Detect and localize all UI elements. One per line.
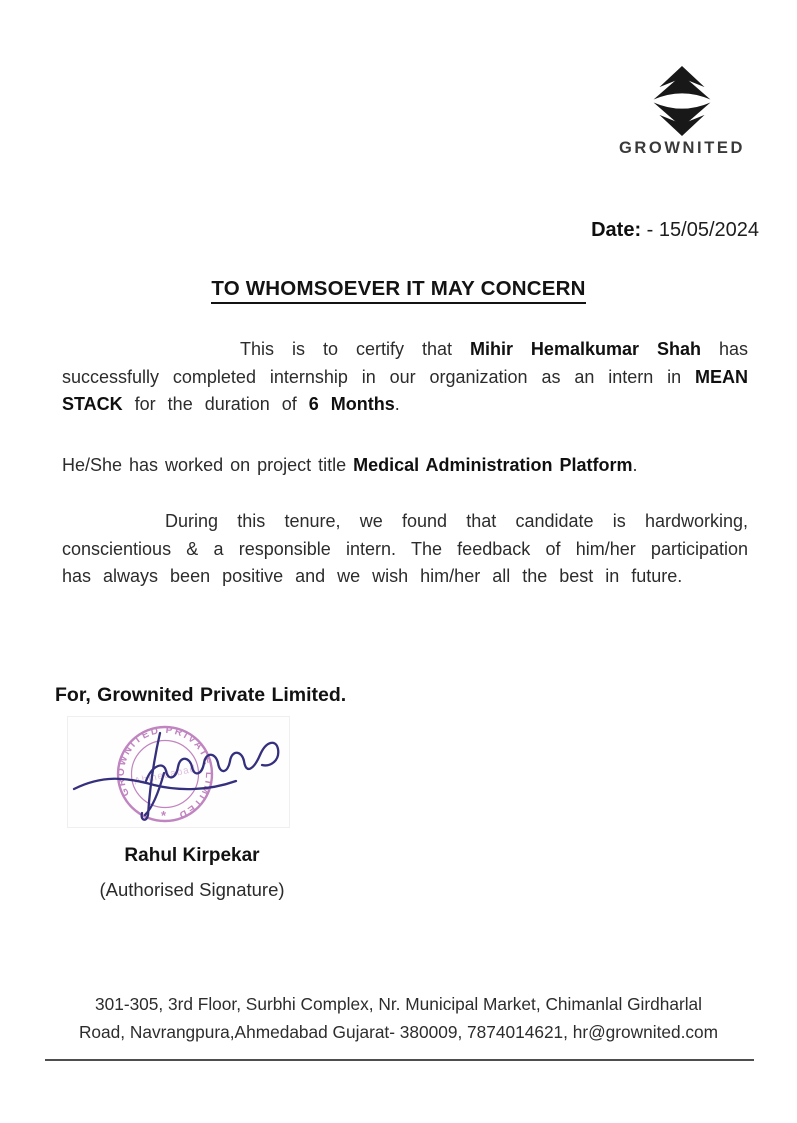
project-text-2: .	[632, 455, 638, 475]
footer-address-line1: 301-305, 3rd Floor, Surbhi Complex, Nr. Municipal Market, Chimanlal Girdharlal	[94, 994, 703, 1014]
signatory-role: (Authorised Signature)	[99, 879, 285, 900]
certify-text-2: has successfully completed internship in our organization as an intern in	[62, 339, 748, 387]
signatory-name: Rahul Kirpekar	[124, 845, 260, 866]
date-label: Date:	[591, 219, 642, 241]
date-line	[591, 219, 759, 242]
certify-text-3: for the duration of	[122, 394, 309, 414]
project-text-1: He/She has worked on project title	[62, 455, 354, 475]
for-company-line: For, Grownited Private Limited.	[55, 684, 347, 706]
footer-address-line2: Road, Navrangpura,Ahmedabad Gujarat- 380009, 7874014621, hr@grownited.com	[78, 1022, 719, 1042]
stamp-star: *	[161, 808, 167, 823]
stack-name: MEAN STACK	[62, 366, 748, 414]
logo-wordmark: GROWNITED	[618, 139, 746, 157]
certify-paragraph	[62, 336, 748, 419]
project-paragraph	[62, 452, 748, 480]
footer-address	[38, 990, 759, 1046]
footer-divider-line	[45, 1059, 754, 1061]
stamp-center-text: Ahmedabad	[133, 763, 198, 788]
stamp-ring-text: GROWNITED PRIVATE LIMITED	[115, 724, 215, 821]
company-logo	[614, 66, 750, 158]
date-value: - 15/05/2024	[641, 219, 759, 241]
logo-diamond-icon	[644, 66, 720, 136]
letter-title: TO WHOMSOEVER IT MAY CONCERN	[0, 277, 797, 301]
certify-text-1: This is to certify that	[240, 339, 470, 359]
certify-text-4: .	[394, 394, 400, 414]
intern-name: Mihir Hemalkumar Shah	[469, 339, 701, 359]
company-stamp-icon	[68, 717, 291, 829]
duration-value: 6 Months	[308, 394, 395, 414]
project-title: Medical Administration Platform	[353, 455, 633, 475]
stamp-and-signature-image	[67, 716, 290, 828]
tenure-paragraph: During this tenure, we found that candidate is hardworking, conscientious & a responsible intern. The feedback of him/her participation has always been positive and we wish him/her all the best in future.	[62, 511, 748, 586]
